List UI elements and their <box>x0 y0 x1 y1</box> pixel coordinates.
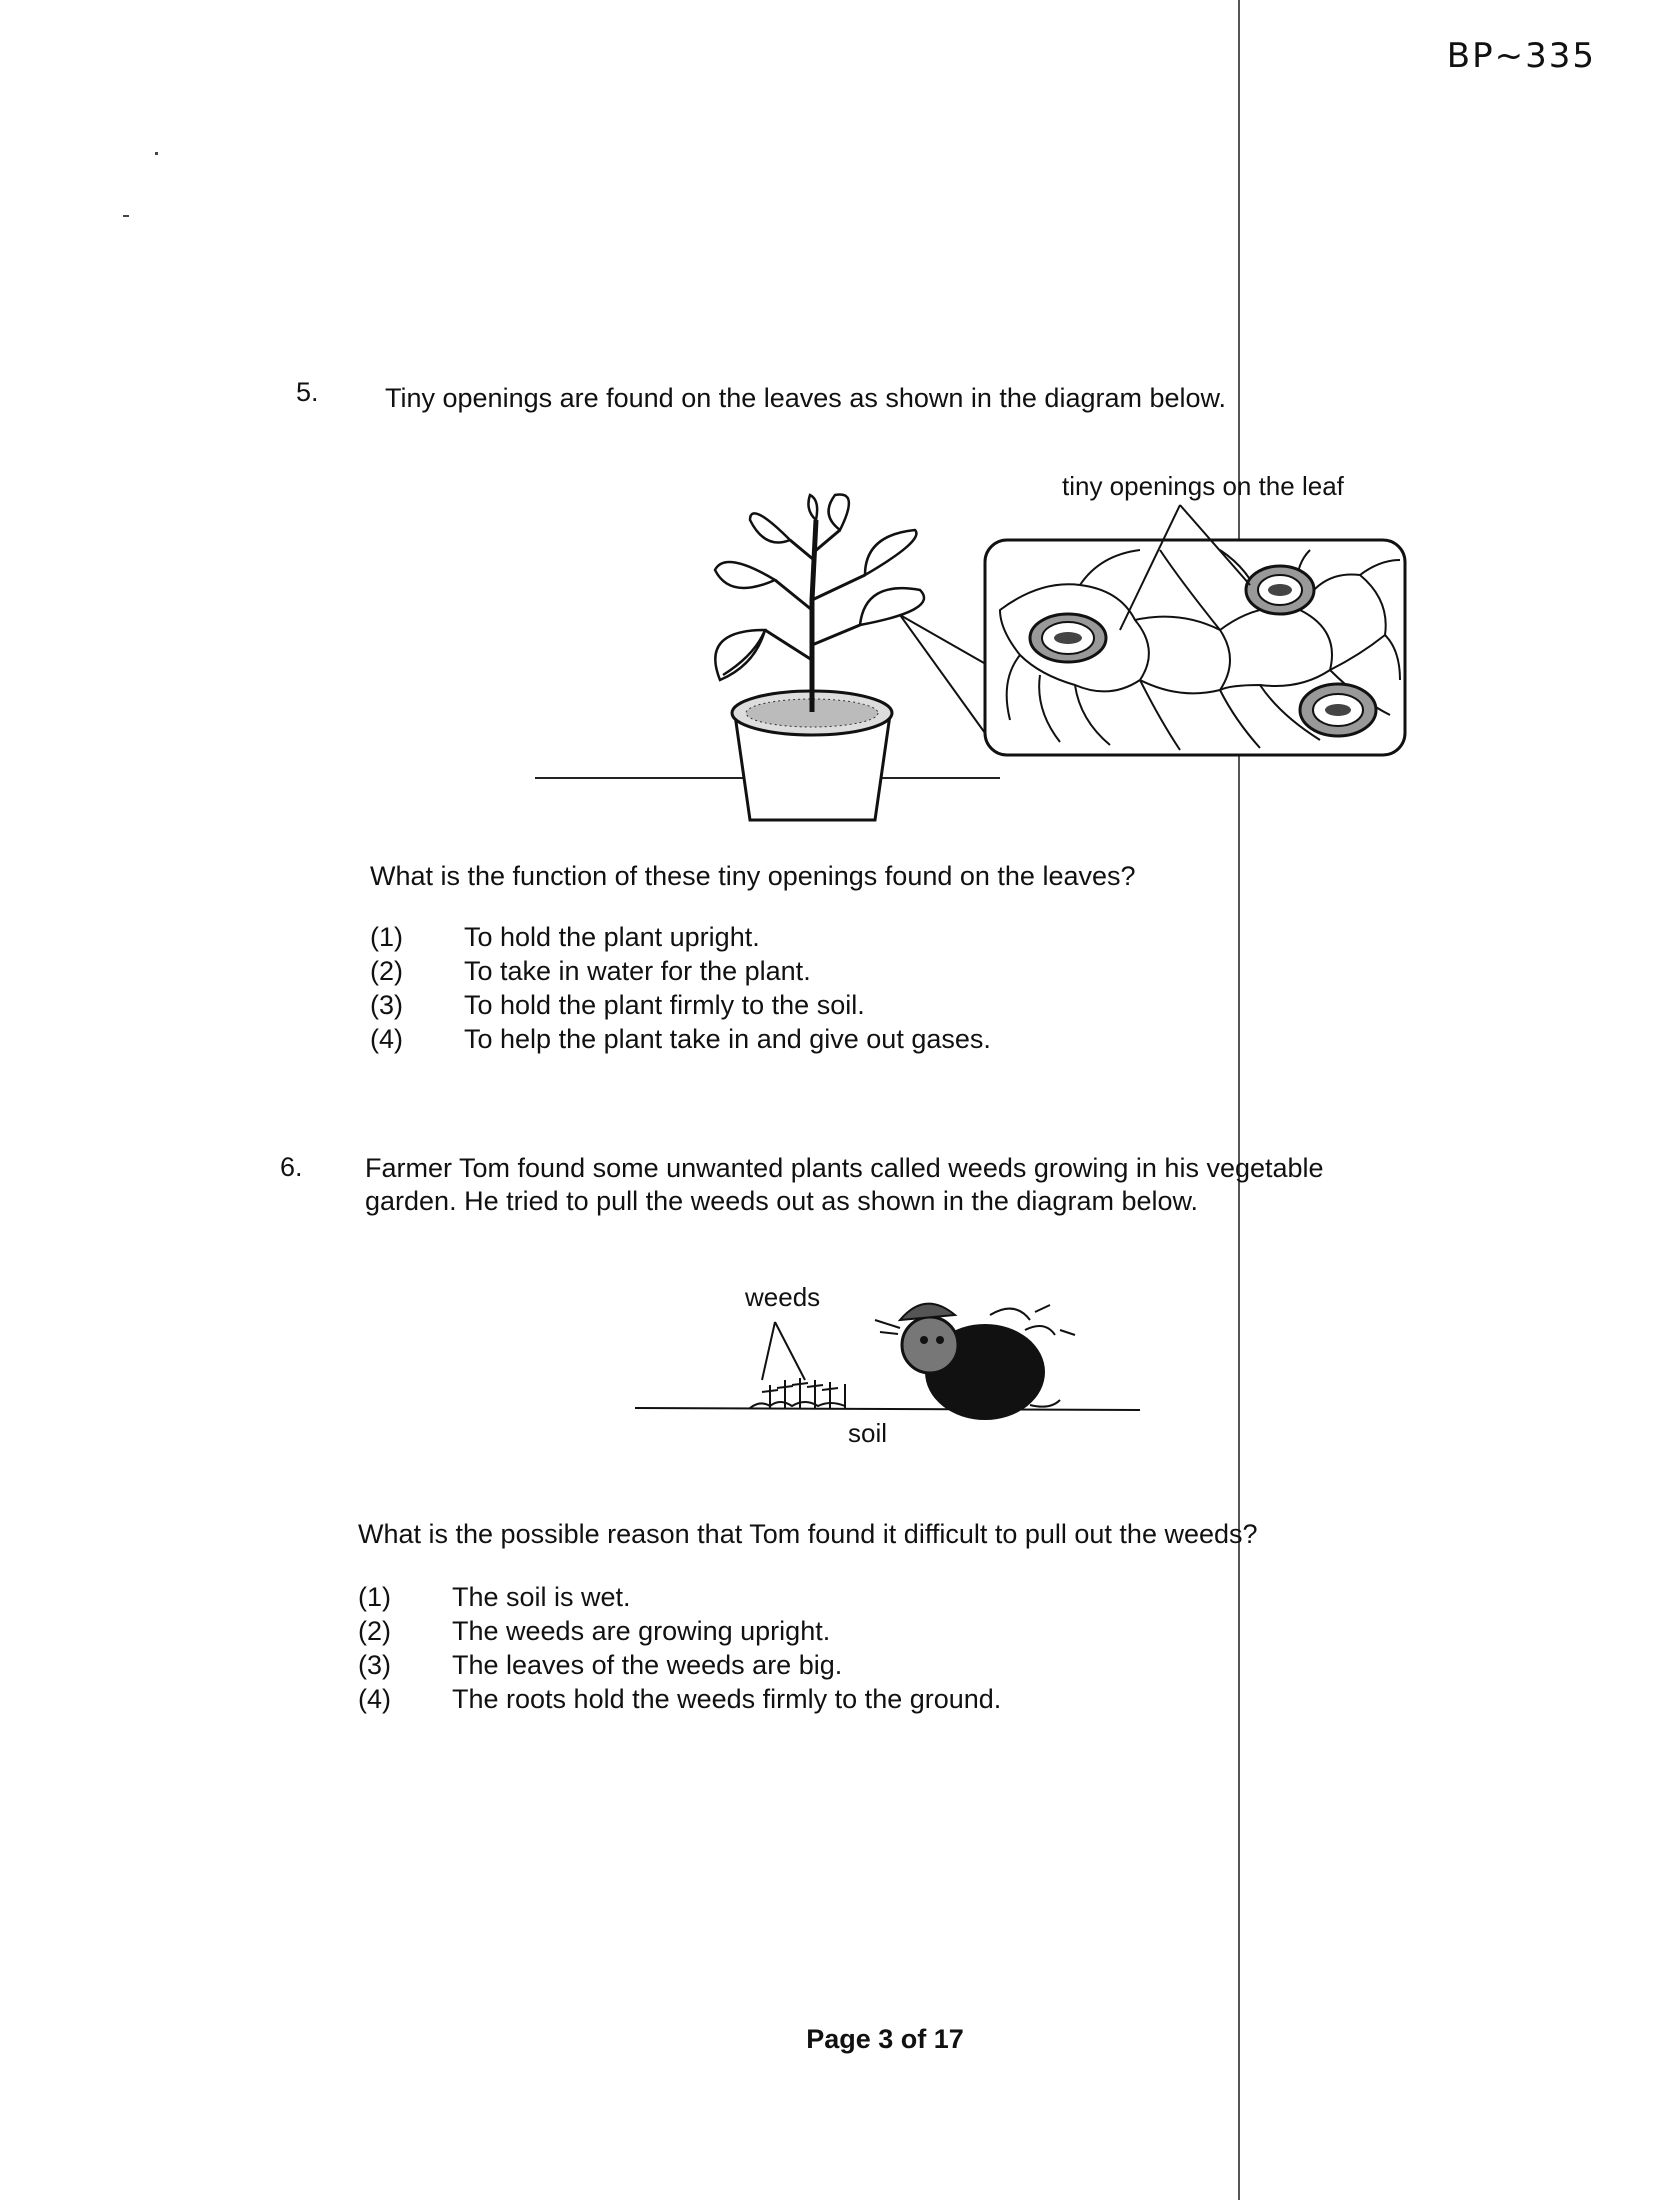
option-number: (4) <box>370 1024 403 1054</box>
option-text: The roots hold the weeds firmly to the ground. <box>452 1684 1002 1714</box>
option-number: (1) <box>370 922 403 952</box>
question-6-number: 6. <box>280 1152 303 1182</box>
option-number: (3) <box>370 990 403 1020</box>
option-text: To hold the plant upright. <box>464 922 760 952</box>
option-text: To help the plant take in and give out gases. <box>464 1024 991 1054</box>
question-5-prompt: What is the function of these tiny openings found on the leaves? <box>370 861 1136 891</box>
option-number: (2) <box>370 956 403 986</box>
farmer-weeds-diagram <box>630 1260 1150 1440</box>
question-5-number: 5. <box>296 377 319 407</box>
soil-label: soil <box>848 1418 888 1448</box>
option-number: (4) <box>358 1684 391 1714</box>
scan-speck <box>123 215 129 217</box>
question-5-text: Tiny openings are found on the leaves as shown in the diagram below. <box>385 383 1227 413</box>
stomata-label: tiny openings on the leaf <box>1062 471 1344 501</box>
question-6-text-line-2: garden. He tried to pull the weeds out as shown in the diagram below. <box>365 1186 1199 1216</box>
option-number: (1) <box>358 1582 391 1612</box>
scan-fold-line <box>1238 0 1240 2200</box>
option-text: The leaves of the weeds are big. <box>452 1650 843 1680</box>
page-code: BP~335 <box>1446 36 1596 76</box>
question-6-prompt: What is the possible reason that Tom found it difficult to pull out the weeds? <box>358 1519 1258 1549</box>
page-footer: Page 3 of 17 <box>806 2024 964 2054</box>
option-number: (3) <box>358 1650 391 1680</box>
option-text: The weeds are growing upright. <box>452 1616 831 1646</box>
plant-leaf-diagram <box>520 480 1420 840</box>
option-number: (2) <box>358 1616 391 1646</box>
question-6-text-line-1: Farmer Tom found some unwanted plants called weeds growing in his vegetable <box>365 1153 1324 1183</box>
weeds-label: weeds <box>745 1282 821 1312</box>
option-text: To hold the plant firmly to the soil. <box>464 990 865 1020</box>
option-text: To take in water for the plant. <box>464 956 811 986</box>
scan-speck <box>155 152 158 155</box>
option-text: The soil is wet. <box>452 1582 631 1612</box>
